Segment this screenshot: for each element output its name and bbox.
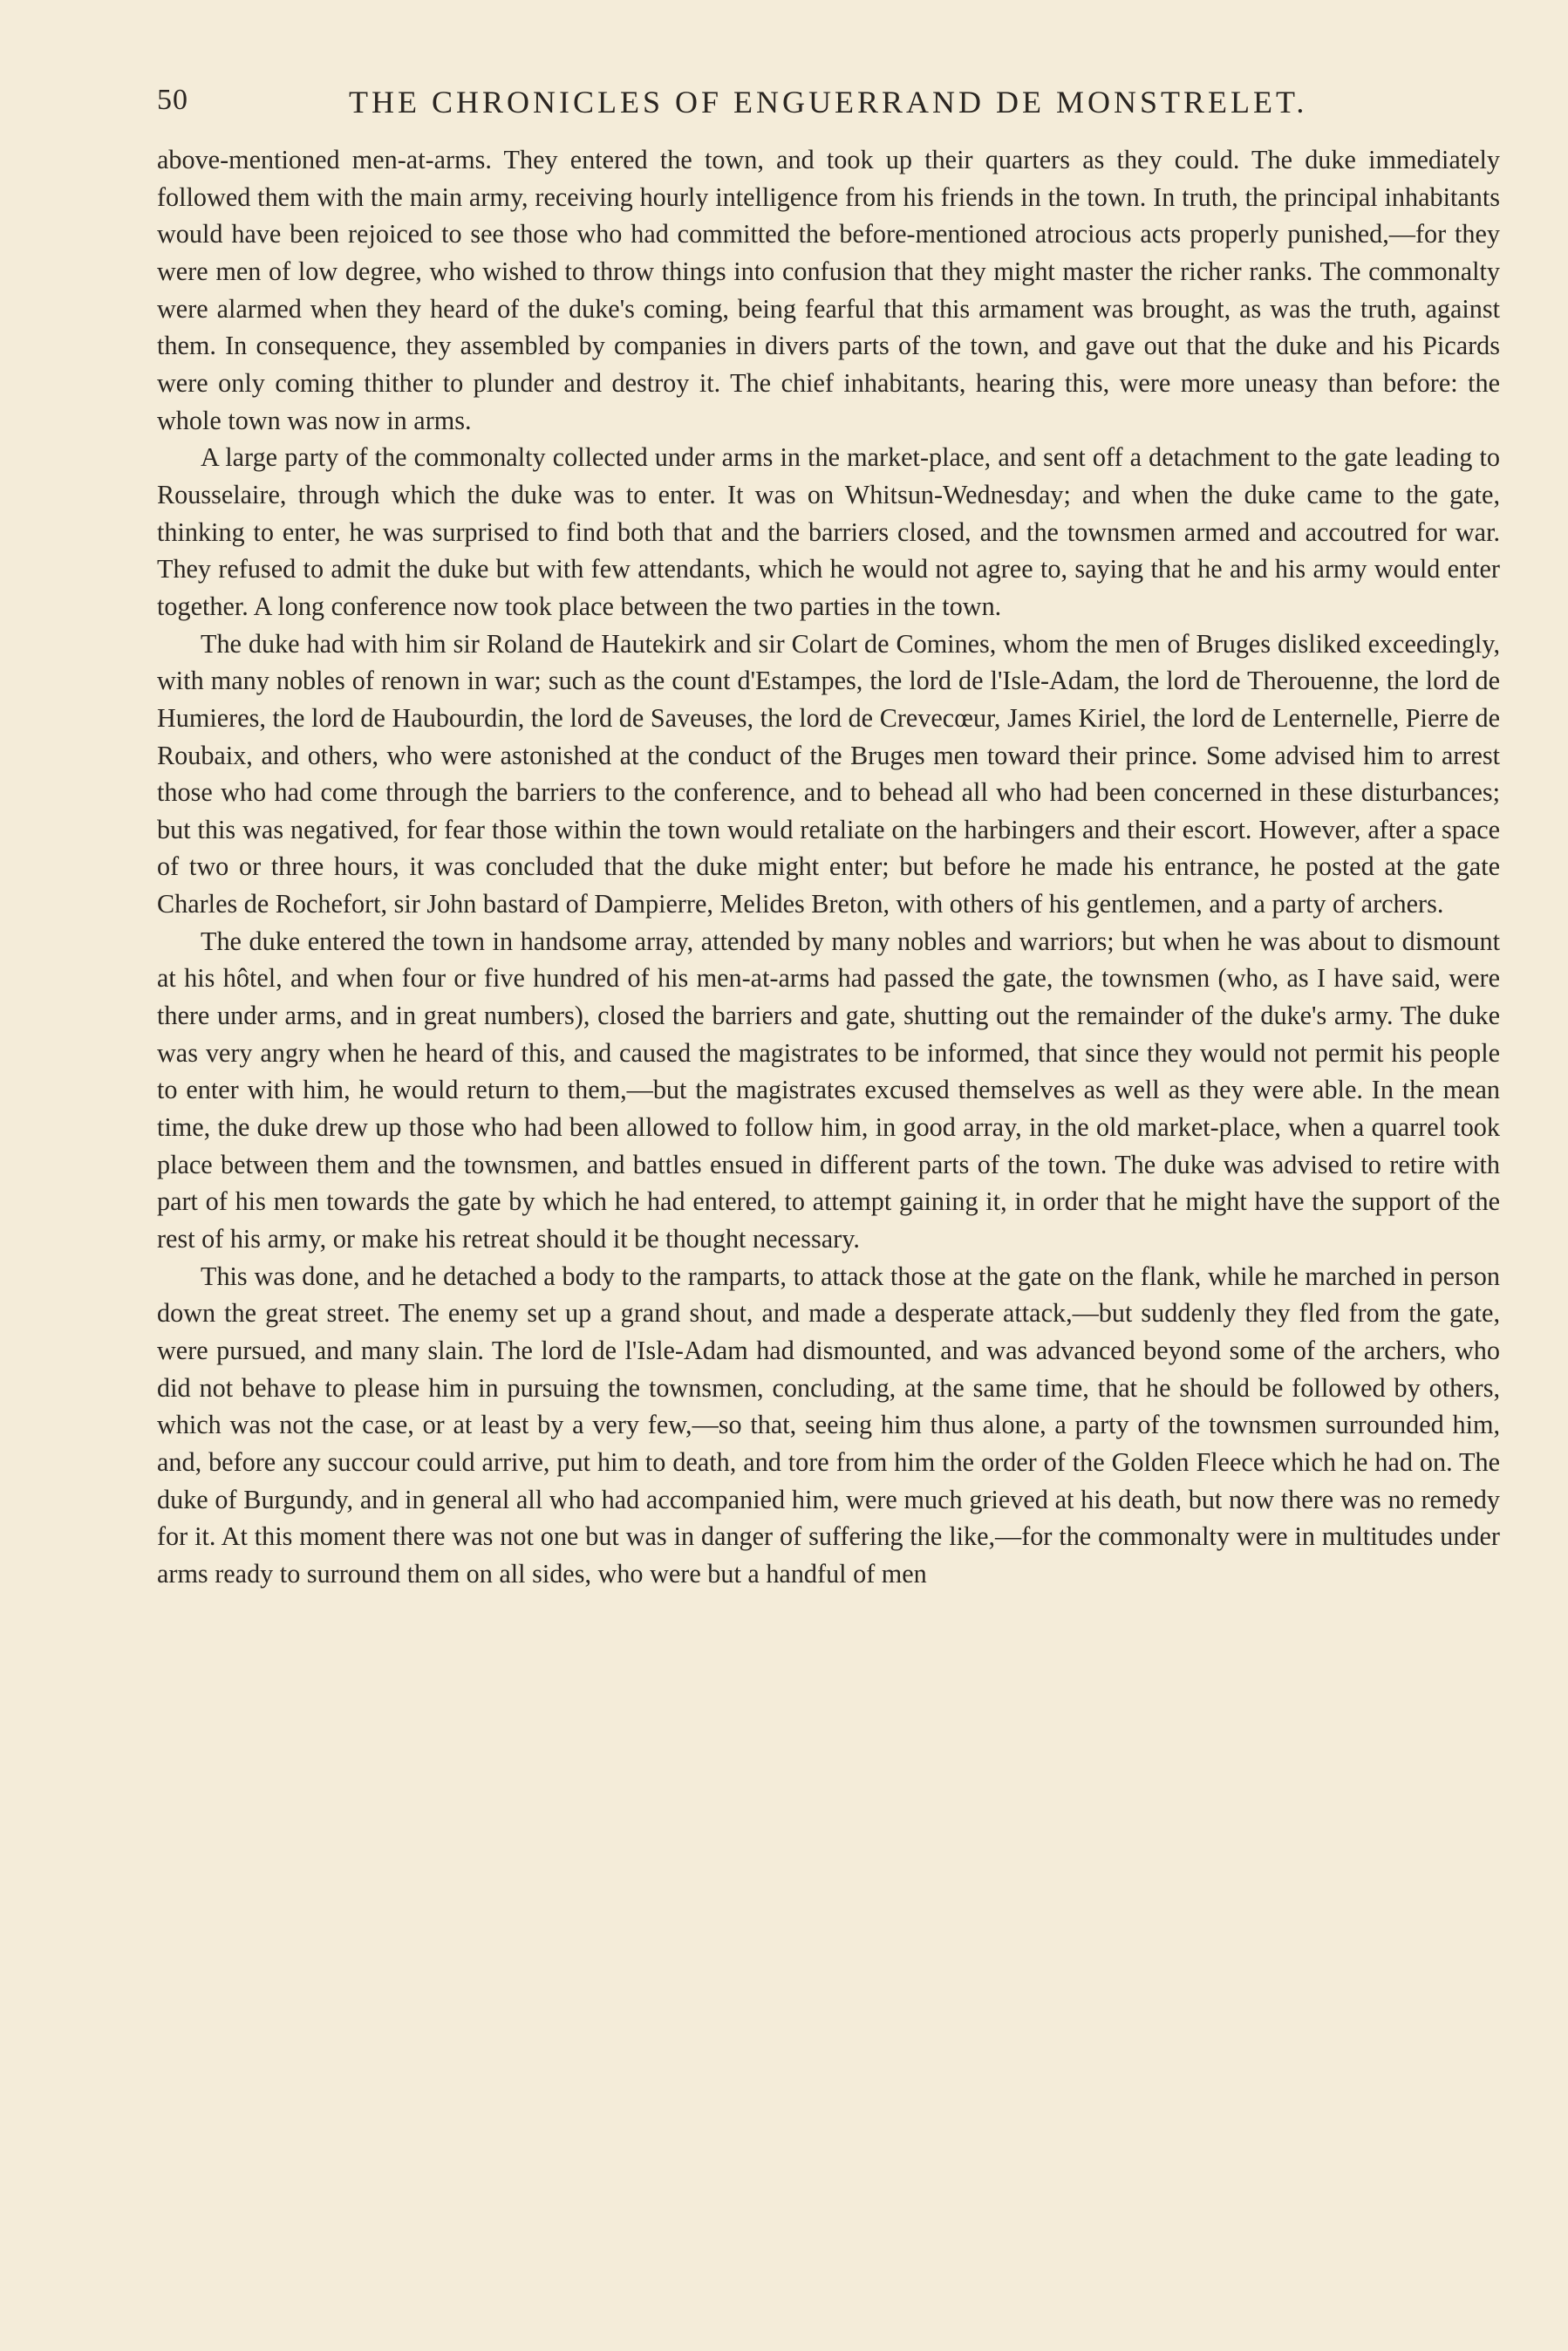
paragraph: The duke entered the town in handsome array, attended by many nobles and warriors; but when he was about to dismount at his hôtel, and when four or five hundred of his men-at-arms had passed the gate, the townsmen (who, as I have said, were there under arms, and in great numbers), closed the barriers and gate, shutting out the remainder of the duke's army. The duke was very angry when he heard of this, and caused the magistrates to be informed, that since they would not permit his people to enter with him, he would return to them,—but the magistrates excused themselves as well as they were able. In the mean time, the duke drew up those who had been allowed to follow him, in good array, in the old market-place, when a quarrel took place between them and the townsmen, and battles ensued in different parts of the town. The duke was advised to retire with part of his men towards the gate by which he had entered, to attempt gaining it, in order that he might have the support of the rest of his army, or make his retreat should it be thought necessary. [157,926,1500,1254]
paragraph: This was done, and he detached a body to the ramparts, to attack those at the gate on the flank, while he marched in person down the great street. The enemy set up a grand shout, and made a desperate attack,—but suddenly they fled from the gate, were pursued, and many slain. The lord de l'Isle-Adam had dismounted, and was advanced beyond some of the archers, who did not behave to please him in pursuing the townsmen, concluding, at the same time, that he should be followed by others, which was not the case, or at least by a very few,—so that, seeing him thus alone, a party of the townsmen surrounded him, and, before any succour could arrive, put him to death, and tore from him the order of the Golden Fleece which he had on. The duke of Burgundy, and in general all who had accompanied him, were much grieved at his death, but now there was no remedy for it. At this moment there was not one but was in danger of suffering the like,—for the commonalty were in multitudes under arms ready to surround them on all sides, who were but a handful of men [157,1261,1500,1589]
paragraph: A large party of the commonalty collected under arms in the market-place, and sent off a detachment to the gate leading to Rousselaire, through which the duke was to enter. It was on Whitsun-Wednesday; and when the duke came to the gate, thinking to enter, he was surprised to find both that and the barriers closed, and the townsmen armed and accoutred for war. They refused to admit the duke but with few attendants, which he would not agree to, saying that he and his army would enter together. A long conference now took place between the two parties in the town. [157,442,1500,621]
book-title: THE CHRONICLES OF ENGUERRAND DE MONSTRELET. [349,85,1308,120]
running-head [157,84,1500,127]
page-number: 50 [157,84,188,116]
paragraph: The duke had with him sir Roland de Hautekirk and sir Colart de Comines, whom the men of Bruges disliked exceedingly, with many nobles of renown in war; such as the count d'Estampes, the lord de l'Isle-Adam, the lord de Therouenne, the lord de Humieres, the lord de Haubourdin, the lord de Saveuses, the lord de Crevecœur, James Kiriel, the lord de Lenternelle, Pierre de Roubaix, and others, who were astonished at the conduct of the Bruges men toward their prince. Some advised him to arrest those who had come through the barriers to the conference, and to behead all who had been concerned in these disturbances; but this was negatived, for fear those within the town would retaliate on the harbingers and their escort. However, after a space of two or three hours, it was concluded that the duke might enter; but before he made his entrance, he posted at the gate Charles de Rochefort, sir John bastard of Dampierre, Melides Breton, with others of his gentlemen, and a party of archers. [157,628,1500,919]
chronicle-text [157,141,1500,2279]
paragraph: above-mentioned men-at-arms. They entered the town, and took up their quarters as they could. The duke immediately followed them with the main army, receiving hourly intelligence from his friends in the town. In truth, the principal inhabitants would have been rejoiced to see those who had committed the before-mentioned atrocious acts properly punished,—for they were men of low degree, who wished to throw things into confusion that they might master the richer ranks. The commonalty were alarmed when they heard of the duke's coming, being fearful that this armament was brought, as was the truth, against them. In consequence, they assembled by companies in divers parts of the town, and gave out that the duke and his Picards were only coming thither to plunder and destroy it. The chief inhabitants, hearing this, were more uneasy than before: the whole town was now in arms. [157,145,1500,435]
